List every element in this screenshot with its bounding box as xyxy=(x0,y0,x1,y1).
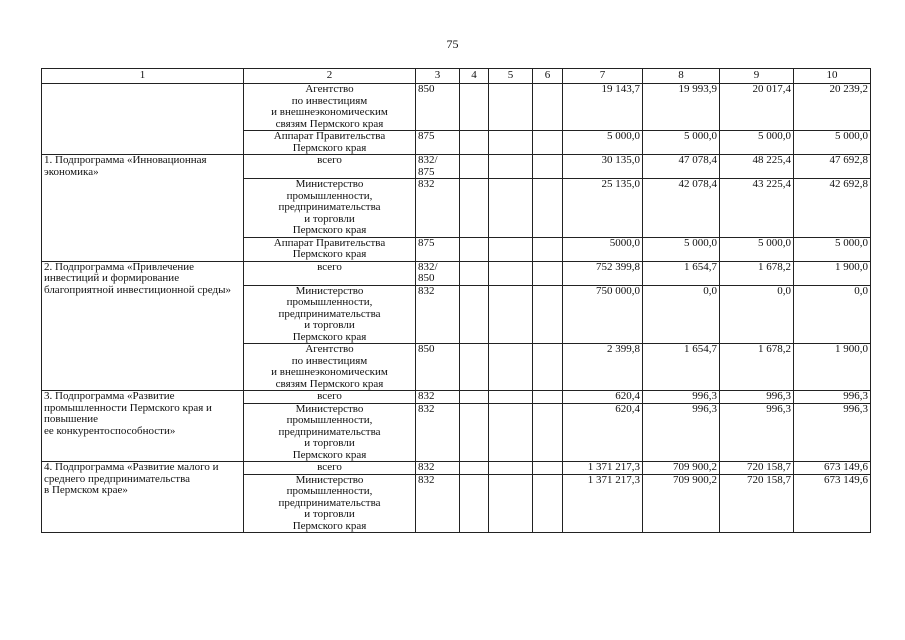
empty-cell xyxy=(533,84,563,131)
empty-cell xyxy=(489,391,533,404)
header-col-3: 3 xyxy=(416,69,460,84)
code-cell: 832/ 875 xyxy=(416,155,460,179)
empty-cell xyxy=(460,403,489,462)
empty-cell xyxy=(460,84,489,131)
value-col-9: 5 000,0 xyxy=(720,237,794,261)
value-col-7: 1 371 217,3 xyxy=(563,462,643,475)
empty-cell xyxy=(489,179,533,238)
header-row xyxy=(42,69,871,84)
value-col-10: 42 692,8 xyxy=(794,179,871,238)
empty-cell xyxy=(533,155,563,179)
table-row xyxy=(42,462,871,475)
empty-cell xyxy=(460,131,489,155)
table-row xyxy=(42,84,871,131)
value-col-7: 750 000,0 xyxy=(563,285,643,344)
value-col-7: 5 000,0 xyxy=(563,131,643,155)
value-col-7: 752 399,8 xyxy=(563,261,643,285)
value-col-9: 1 678,2 xyxy=(720,261,794,285)
header-col-6: 6 xyxy=(533,69,563,84)
performer-cell: Аппарат Правительства Пермского края xyxy=(244,131,416,155)
performer-cell: Агентство по инвестициям и внешнеэкономическим связям Пермского края xyxy=(244,344,416,391)
value-col-8: 996,3 xyxy=(643,403,720,462)
empty-cell xyxy=(489,131,533,155)
page-number: 75 xyxy=(446,37,459,51)
empty-cell xyxy=(533,403,563,462)
value-col-9: 996,3 xyxy=(720,391,794,404)
value-col-10: 0,0 xyxy=(794,285,871,344)
value-col-9: 5 000,0 xyxy=(720,131,794,155)
empty-cell xyxy=(533,285,563,344)
header-col-7: 7 xyxy=(563,69,643,84)
value-col-7: 2 399,8 xyxy=(563,344,643,391)
performer-cell: Министерство промышленности, предпринимательства и торговли Пермского края xyxy=(244,403,416,462)
empty-cell xyxy=(533,344,563,391)
value-col-7: 620,4 xyxy=(563,403,643,462)
empty-cell xyxy=(460,155,489,179)
empty-cell xyxy=(489,344,533,391)
empty-cell xyxy=(533,474,563,533)
value-col-9: 43 225,4 xyxy=(720,179,794,238)
value-col-10: 5 000,0 xyxy=(794,131,871,155)
value-col-7: 5000,0 xyxy=(563,237,643,261)
table-row xyxy=(42,155,871,179)
empty-cell xyxy=(489,462,533,475)
performer-cell: Агентство по инвестициям и внешнеэкономическим связям Пермского края xyxy=(244,84,416,131)
empty-cell xyxy=(460,344,489,391)
value-col-7: 25 135,0 xyxy=(563,179,643,238)
code-cell: 850 xyxy=(416,344,460,391)
program-cell: 3. Подпрограмма «Развитие промышленности Пермского края и повышение ее конкурентоспособности» xyxy=(42,391,244,462)
code-cell: 832/ 850 xyxy=(416,261,460,285)
empty-cell xyxy=(489,403,533,462)
performer-cell: всего xyxy=(244,155,416,179)
header-col-8: 8 xyxy=(643,69,720,84)
value-col-8: 1 654,7 xyxy=(643,344,720,391)
code-cell: 832 xyxy=(416,474,460,533)
value-col-8: 1 654,7 xyxy=(643,261,720,285)
table-row xyxy=(42,391,871,404)
code-cell: 850 xyxy=(416,84,460,131)
header-col-1: 1 xyxy=(42,69,244,84)
value-col-8: 709 900,2 xyxy=(643,462,720,475)
value-col-9: 48 225,4 xyxy=(720,155,794,179)
value-col-8: 19 993,9 xyxy=(643,84,720,131)
header-col-2: 2 xyxy=(244,69,416,84)
empty-cell xyxy=(533,131,563,155)
table-row xyxy=(42,261,871,285)
value-col-8: 0,0 xyxy=(643,285,720,344)
empty-cell xyxy=(460,474,489,533)
code-cell: 832 xyxy=(416,391,460,404)
value-col-8: 5 000,0 xyxy=(643,237,720,261)
program-cell: 1. Подпрограмма «Инновационная экономика» xyxy=(42,155,244,262)
table-body xyxy=(42,84,871,533)
value-col-8: 47 078,4 xyxy=(643,155,720,179)
code-cell: 832 xyxy=(416,179,460,238)
empty-cell xyxy=(533,391,563,404)
performer-cell: всего xyxy=(244,391,416,404)
code-cell: 832 xyxy=(416,462,460,475)
value-col-8: 5 000,0 xyxy=(643,131,720,155)
value-col-9: 996,3 xyxy=(720,403,794,462)
value-col-10: 996,3 xyxy=(794,403,871,462)
empty-cell xyxy=(460,261,489,285)
empty-cell xyxy=(489,261,533,285)
value-col-10: 1 900,0 xyxy=(794,261,871,285)
code-cell: 875 xyxy=(416,237,460,261)
header-col-5: 5 xyxy=(489,69,533,84)
code-cell: 832 xyxy=(416,403,460,462)
value-col-7: 620,4 xyxy=(563,391,643,404)
value-col-7: 30 135,0 xyxy=(563,155,643,179)
empty-cell xyxy=(460,462,489,475)
code-cell: 832 xyxy=(416,285,460,344)
empty-cell xyxy=(533,237,563,261)
empty-cell xyxy=(460,179,489,238)
performer-cell: всего xyxy=(244,261,416,285)
header-col-4: 4 xyxy=(460,69,489,84)
performer-cell: всего xyxy=(244,462,416,475)
table-header xyxy=(42,69,871,84)
performer-cell: Министерство промышленности, предпринимательства и торговли Пермского края xyxy=(244,179,416,238)
value-col-10: 673 149,6 xyxy=(794,462,871,475)
empty-cell xyxy=(489,285,533,344)
empty-cell xyxy=(489,155,533,179)
code-cell: 875 xyxy=(416,131,460,155)
empty-cell xyxy=(460,285,489,344)
program-cell xyxy=(42,84,244,155)
performer-cell: Министерство промышленности, предпринимательства и торговли Пермского края xyxy=(244,474,416,533)
empty-cell xyxy=(533,462,563,475)
value-col-10: 47 692,8 xyxy=(794,155,871,179)
value-col-10: 673 149,6 xyxy=(794,474,871,533)
empty-cell xyxy=(489,84,533,131)
program-cell: 4. Подпрограмма «Развитие малого и среднего предпринимательства в Пермском крае» xyxy=(42,462,244,533)
value-col-10: 996,3 xyxy=(794,391,871,404)
header-col-10: 10 xyxy=(794,69,871,84)
budget-table xyxy=(41,68,871,533)
empty-cell xyxy=(460,391,489,404)
empty-cell xyxy=(533,261,563,285)
value-col-8: 996,3 xyxy=(643,391,720,404)
header-col-9: 9 xyxy=(720,69,794,84)
program-cell: 2. Подпрограмма «Привлечение инвестиций и формирование благоприятной инвестиционной среды» xyxy=(42,261,244,391)
empty-cell xyxy=(489,474,533,533)
value-col-10: 20 239,2 xyxy=(794,84,871,131)
value-col-9: 1 678,2 xyxy=(720,344,794,391)
value-col-8: 42 078,4 xyxy=(643,179,720,238)
value-col-9: 20 017,4 xyxy=(720,84,794,131)
value-col-9: 0,0 xyxy=(720,285,794,344)
performer-cell: Министерство промышленности, предпринимательства и торговли Пермского края xyxy=(244,285,416,344)
value-col-10: 5 000,0 xyxy=(794,237,871,261)
value-col-9: 720 158,7 xyxy=(720,462,794,475)
empty-cell xyxy=(460,237,489,261)
value-col-9: 720 158,7 xyxy=(720,474,794,533)
empty-cell xyxy=(489,237,533,261)
value-col-8: 709 900,2 xyxy=(643,474,720,533)
value-col-7: 1 371 217,3 xyxy=(563,474,643,533)
value-col-10: 1 900,0 xyxy=(794,344,871,391)
performer-cell: Аппарат Правительства Пермского края xyxy=(244,237,416,261)
empty-cell xyxy=(533,179,563,238)
value-col-7: 19 143,7 xyxy=(563,84,643,131)
